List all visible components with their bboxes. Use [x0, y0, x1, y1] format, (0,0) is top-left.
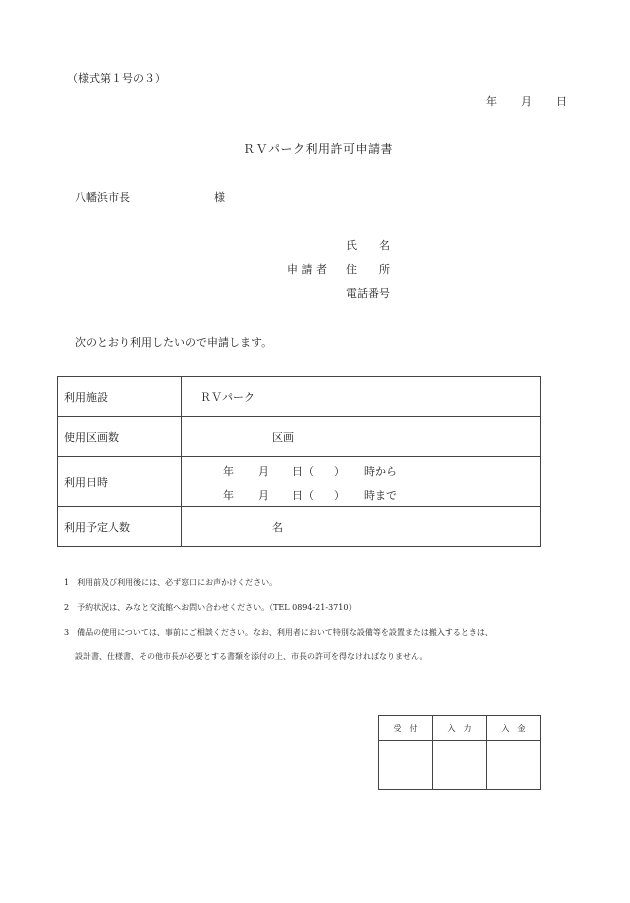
stamp-input-cell	[433, 741, 487, 790]
applicant-name-label: 氏 名	[346, 239, 390, 252]
stamp-payment-label: 入 金	[487, 716, 541, 741]
facility-row	[58, 377, 541, 417]
date-day-label: 日	[556, 95, 567, 108]
stamp-payment-cell	[487, 741, 541, 790]
document-title: ＲＶパーク利用許可申請書	[243, 142, 394, 156]
sections-value-cell	[182, 417, 541, 457]
note-1: 1 利用前及び利用後には、必ず窓口にお声かけください。	[64, 578, 278, 587]
people-value-cell	[182, 507, 541, 547]
datetime-row	[58, 457, 541, 507]
addressee-honorific: 様	[214, 191, 225, 204]
date-year-label: 年	[486, 95, 497, 108]
facility-label: 利用施設	[58, 377, 182, 417]
people-row	[58, 507, 541, 547]
people-unit: 名	[272, 520, 283, 534]
addressee-name: 八幡浜市長	[75, 191, 130, 204]
office-stamp-box	[378, 715, 541, 790]
stamp-received-cell	[379, 741, 433, 790]
intro-text: 次のとおり利用したいので申請します。	[75, 336, 273, 349]
applicant-address-label: 住 所	[346, 263, 390, 276]
application-table	[57, 376, 541, 547]
from-close: ）	[334, 465, 345, 478]
note-3-continued: 設計書、仕様書、その他市長が必要とする書類を添付の上、市長の許可を得なければなりません。	[75, 652, 428, 661]
datetime-label: 利用日時	[58, 457, 182, 507]
sections-unit: 区画	[272, 430, 294, 444]
facility-value: ＲＶパーク	[200, 390, 255, 404]
from-month: 月	[258, 465, 269, 478]
stamp-input-label: 入 力	[433, 716, 487, 741]
to-close: ）	[334, 489, 345, 502]
to-year: 年	[223, 489, 234, 502]
sections-label: 使用区画数	[58, 417, 182, 457]
to-suffix: 時まで	[364, 489, 397, 502]
datetime-value-cell	[182, 457, 541, 507]
sections-row	[58, 417, 541, 457]
to-day: 日（	[292, 489, 314, 502]
from-day: 日（	[292, 465, 314, 478]
applicant-phone-label: 電話番号	[346, 287, 390, 300]
form-number: （様式第１号の３）	[67, 72, 166, 85]
from-suffix: 時から	[364, 465, 397, 478]
note-3: 3 備品の使用については、事前にご相談ください。なお、利用者において特別な設備等を設置または搬入するときは、	[64, 628, 493, 637]
to-month: 月	[258, 489, 269, 502]
stamp-received-label: 受 付	[379, 716, 433, 741]
facility-value-cell	[182, 377, 541, 417]
note-2: 2 予約状況は、みなと交流館へお問い合わせください。（TEL 0894-21-3710）	[64, 603, 357, 612]
applicant-label: 申 請 者	[287, 263, 327, 276]
people-label: 利用予定人数	[58, 507, 182, 547]
from-year: 年	[223, 465, 234, 478]
date-month-label: 月	[521, 95, 532, 108]
